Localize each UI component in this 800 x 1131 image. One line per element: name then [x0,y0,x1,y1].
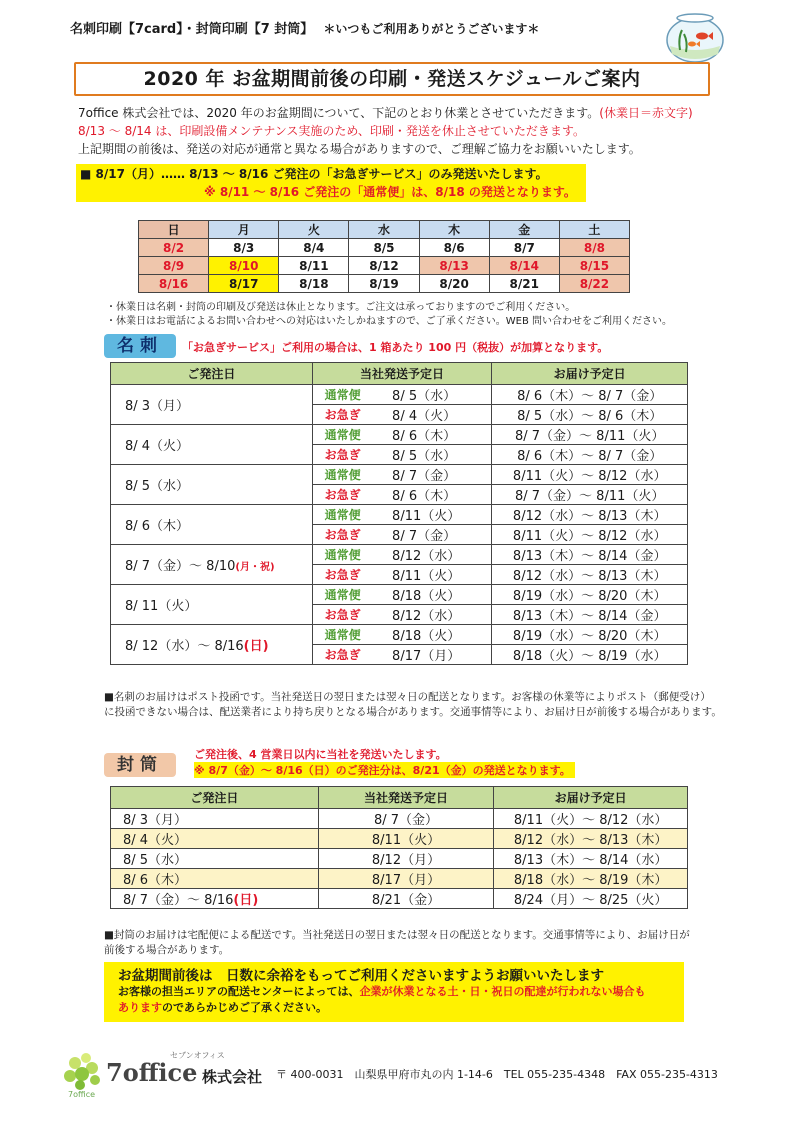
notice-line-2: ※ 8/11 ～ 8/16 ご発注の「通常便」は、8/18 の発送となります。 [204,185,576,199]
futo-fineprint-1: ■封筒のお届けは宅配便による配送です。当社発送日の翌日または翌々日の配送となります。交通事情等により、お届け日が [104,929,690,941]
day-header: 日 [139,221,209,239]
order-date [111,385,313,425]
delivery-date: 8/19（水）～ 8/20（木） [492,625,688,645]
ship-date: 8/ 6（木） [374,485,492,505]
order-date-text: 8/ 11（火） [125,599,198,614]
reminder-line-1 [118,984,646,1000]
calendar-cell: 8/18 [279,275,349,293]
delivery-date: 8/ 6（木）～ 8/ 7（金） [492,445,688,465]
futo-schedule-table [110,786,688,909]
holiday-legend: (休業日＝赤文字) [599,106,693,120]
calendar-cell: 8/17 [209,275,279,293]
calendar-cell: 8/11 [279,257,349,275]
reminder-line-2-red: あります [118,1001,162,1014]
ship-date: 8/17（月） [318,869,494,889]
logo-dots-icon [62,1052,104,1090]
company-logo [62,1048,262,1098]
reminder-body [118,984,646,1016]
ship-date: 8/ 6（木） [374,425,492,445]
calendar-cell: 8/13 [419,257,489,275]
futo-fineprint-2: 前後する場合があります。 [104,944,230,956]
kind-normal: 通常便 [312,545,374,565]
order-date [111,425,313,465]
kind-express: お急ぎ [312,445,374,465]
reminder-line-1-text: お客様の担当エリアの配送センターによっては、 [118,985,360,998]
col-header: ご発注日 [111,363,313,385]
order-date-text: 8/ 5（水） [125,479,190,494]
notice-box [76,164,586,202]
calendar-cell: 8/10 [209,257,279,275]
delivery-date: 8/ 5（水）～ 8/ 6（木） [492,405,688,425]
meishi-fineprint-2: に投函できない場合は、配送業者により持ち戻りとなる場合があります。交通事情等により、お届け日が前後する場合があります。 [104,706,722,718]
day-header: 火 [279,221,349,239]
meishi-fineprint-1: ■名刺のお届けはポスト投函です。当社発送日の翌日または翌々日の配送となります。お客様の休業等によりポスト（郵便受け） [104,691,711,703]
order-date: 8/ 3（月） [111,809,319,829]
logo-name: 7office [106,1058,198,1087]
company-address: 〒 400-0031 山梨県甲府市丸の内 1-14-6 TEL 055-235-4348 FAX 055-235-4313 [276,1068,718,1081]
reminder-box [104,962,684,1022]
delivery-date: 8/11（火）～ 8/12（水） [492,465,688,485]
ship-date: 8/17（月） [374,645,492,665]
calendar-cell: 8/14 [489,257,559,275]
delivery-date: 8/11（火）～ 8/12（水） [494,809,688,829]
calendar-cell: 8/4 [279,239,349,257]
ship-date: 8/12（水） [374,605,492,625]
calendar-cell: 8/16 [139,275,209,293]
calendar-cell: 8/20 [419,275,489,293]
ship-date: 8/ 7（金） [374,465,492,485]
intro-line-2: 8/13 ～ 8/14 は、印刷設備メンテナンス実施のため、印刷・発送を休止させていただきます。 [78,124,585,138]
intro-line-3: 上記期間の前後は、発送の対応が通常と異なる場合がありますので、ご理解ご協力をお願いいたします。 [78,142,641,156]
calendar-cell: 8/3 [209,239,279,257]
ship-date: 8/12（水） [374,545,492,565]
delivery-date: 8/ 7（金）～ 8/11（火） [492,485,688,505]
order-date-text: 8/ 7（金）～ 8/16 [123,893,234,908]
delivery-date: 8/13（木）～ 8/14（金） [492,605,688,625]
intro-line-1-text: 7office 株式会社では、2020 年のお盆期間について、下記のとおり休業とさせていただきます。 [78,106,600,120]
meishi-schedule-table [110,362,688,665]
order-date [111,889,319,909]
col-header: 当社発送予定日 [312,363,492,385]
meishi-express-note: 「お急ぎサービス」ご利用の場合は、1 箱あたり 100 円（税抜）が加算となります。 [182,341,609,354]
logo-corp: 株式会社 [202,1068,263,1086]
calendar-cell: 8/12 [349,257,419,275]
ship-date: 8/21（金） [318,889,494,909]
calendar-cell: 8/2 [139,239,209,257]
calendar-cell: 8/8 [559,239,629,257]
delivery-date: 8/12（水）～ 8/13（木） [492,565,688,585]
order-date [111,465,313,505]
futo-section-label: 封筒 [104,753,176,777]
day-header: 金 [489,221,559,239]
kind-normal: 通常便 [312,465,374,485]
ship-date: 8/ 7（金） [318,809,494,829]
order-date [111,625,313,665]
ship-date: 8/18（火） [374,585,492,605]
reminder-heading: お盆期間前後は 日数に余裕をもってご利用くださいますようお願いいたします [118,968,604,984]
notice-line-1: ■ 8/17（月）…… 8/13 ～ 8/16 ご発注の「お急ぎサービス」のみ発送いたします。 [80,167,548,181]
order-date [111,505,313,545]
delivery-date: 8/12（水）～ 8/13（木） [492,505,688,525]
calendar-table [138,220,630,293]
col-header: お届け予定日 [492,363,688,385]
calendar-cell: 8/5 [349,239,419,257]
services-line [70,18,539,37]
day-header: 水 [349,221,419,239]
ship-date: 8/11（火） [374,505,492,525]
calendar-cell: 8/6 [419,239,489,257]
futo-note-1: ご発注後、4 営業日以内に当社を発送いたします。 [194,748,447,761]
kind-normal: 通常便 [312,425,374,445]
kind-express: お急ぎ [312,405,374,425]
day-header: 月 [209,221,279,239]
kind-express: お急ぎ [312,485,374,505]
calendar-cell: 8/21 [489,275,559,293]
order-date-holiday: (日) [243,639,269,654]
order-date: 8/ 6（木） [111,869,319,889]
calendar-note-2: ・休業日はお電話によるお問い合わせへの対応はいたしかねますので、ご了承ください。WEB 問い合わせをご利用ください。 [106,316,673,327]
intro-line-1 [78,104,693,122]
order-date: 8/ 5（水） [111,849,319,869]
table-row [111,889,688,909]
order-date-text: 8/ 4（火） [125,439,190,454]
order-date-holiday: (月・祝) [235,562,275,573]
ship-date: 8/11（火） [318,829,494,849]
meishi-section-label: 名刺 [104,334,176,358]
calendar-cell: 8/9 [139,257,209,275]
ship-date: 8/ 5（水） [374,385,492,405]
kind-express: お急ぎ [312,565,374,585]
kind-express: お急ぎ [312,645,374,665]
futo-note-2: ※ 8/7（金）～ 8/16（日）のご発注分は、8/21（金）の発送となります。 [194,762,575,778]
page-title: 2020 年 お盆期間前後の印刷・発送スケジュールご案内 [74,62,710,96]
delivery-date: 8/13（木）～ 8/14（金） [492,545,688,565]
fishbowl-icon [660,6,730,64]
kind-normal: 通常便 [312,585,374,605]
table-row [111,849,688,869]
day-header: 木 [419,221,489,239]
order-date-holiday: (日) [233,893,259,908]
kind-express: お急ぎ [312,605,374,625]
reminder-line-2-text: のであらかじめご了承ください。 [162,1001,327,1014]
order-date-text: 8/ 3（月） [125,399,190,414]
order-date-text: 8/ 6（木） [125,519,190,534]
calendar-cell: 8/19 [349,275,419,293]
delivery-date: 8/19（水）～ 8/20（木） [492,585,688,605]
day-header: 土 [559,221,629,239]
col-header: 当社発送予定日 [318,787,494,809]
table-row [111,829,688,849]
order-date-text: 8/ 7（金）～ 8/10 [125,559,236,574]
calendar-cell: 8/22 [559,275,629,293]
ship-date: 8/12（月） [318,849,494,869]
delivery-date: 8/24（月）～ 8/25（火） [494,889,688,909]
table-row [111,809,688,829]
delivery-date: 8/13（木）～ 8/14（水） [494,849,688,869]
ship-date: 8/18（火） [374,625,492,645]
kind-express: お急ぎ [312,525,374,545]
delivery-date: 8/18（水）～ 8/19（木） [494,869,688,889]
order-date: 8/ 4（火） [111,829,319,849]
thanks-text: ＊いつもご利用ありがとうございます＊ [323,22,540,36]
reminder-line-2 [118,1000,646,1016]
delivery-date: 8/ 6（木）～ 8/ 7（金） [492,385,688,405]
logo-small-text: 7office [68,1090,96,1099]
calendar-note-1: ・休業日は名刺・封筒の印刷及び発送は休止となります。ご注文は承っておりますのでご利用ください。 [106,302,576,313]
ship-date: 8/ 7（金） [374,525,492,545]
order-date-text: 8/ 12（水）～ 8/16 [125,639,244,654]
delivery-date: 8/18（火）～ 8/19（水） [492,645,688,665]
ship-date: 8/11（火） [374,565,492,585]
col-header: お届け予定日 [494,787,688,809]
ship-date: 8/ 5（水） [374,445,492,465]
order-date [111,585,313,625]
col-header: ご発注日 [111,787,319,809]
logo-kana: セブンオフィス [170,1051,225,1060]
calendar-cell: 8/7 [489,239,559,257]
kind-normal: 通常便 [312,385,374,405]
services-text: 名刺印刷【7card】・封筒印刷【7 封筒】 [70,22,314,37]
reminder-line-1-red: 企業が休業となる土・日・祝日の配達が行われない場合も [359,985,646,998]
delivery-date: 8/12（水）～ 8/13（木） [494,829,688,849]
delivery-date: 8/11（火）～ 8/12（水） [492,525,688,545]
calendar-cell: 8/15 [559,257,629,275]
table-row [111,869,688,889]
delivery-date: 8/ 7（金）～ 8/11（火） [492,425,688,445]
kind-normal: 通常便 [312,505,374,525]
order-date [111,545,313,585]
ship-date: 8/ 4（火） [374,405,492,425]
kind-normal: 通常便 [312,625,374,645]
